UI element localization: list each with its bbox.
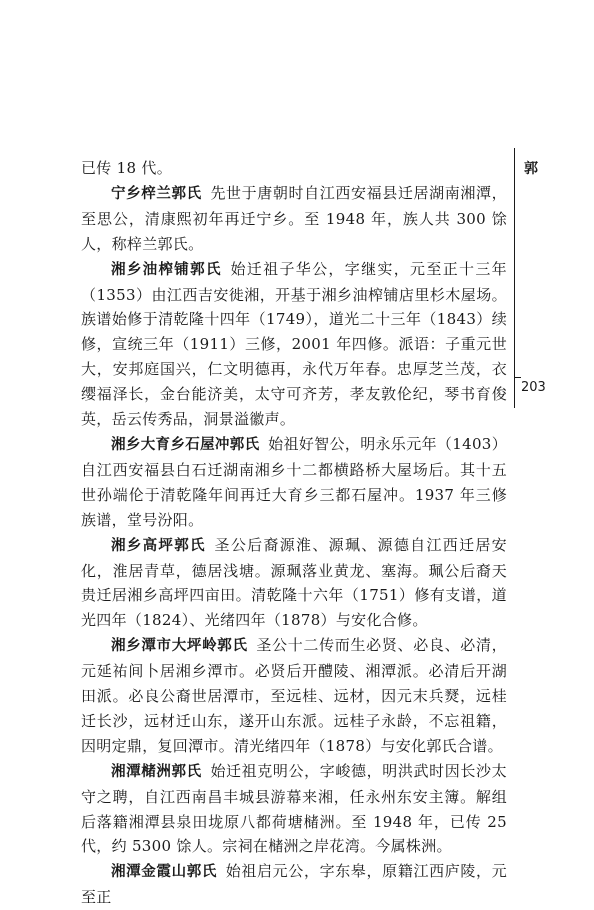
paragraph-3-heading: 湘乡大育乡石屋冲郭氏 bbox=[111, 436, 260, 453]
paragraph-7 bbox=[81, 859, 507, 910]
paragraph-1-heading: 宁乡梓兰郭氏 bbox=[111, 185, 202, 202]
paragraph-7-body: 始祖启元公，字东皋，原籍江西庐陵，元至正 bbox=[81, 862, 507, 907]
paragraph-0 bbox=[81, 156, 507, 181]
paragraph-5-heading: 湘乡潭市大坪岭郭氏 bbox=[111, 638, 248, 655]
paragraph-6 bbox=[81, 759, 507, 860]
margin-rule bbox=[514, 148, 515, 408]
paragraph-0-body: 已传 18 代。 bbox=[81, 159, 173, 177]
paragraph-1 bbox=[81, 181, 507, 257]
paragraph-2 bbox=[81, 257, 507, 432]
page-number: 203 bbox=[521, 380, 546, 395]
paragraph-5-body: 圣公十二传而生必贤、必良、必清，元延祐间卜居湘乡潭市。必贤后开醴陵、湘潭派。必清后开湖田派。必良公裔世居潭市，至远桂、远材，因元末兵燹，远桂迁长沙，远材迁山东，遂开山东派。远桂子永龄，不忘祖籍，因明定鼎，复回潭市。清光绪四年（1878）与安化郭氏合谱。 bbox=[81, 636, 507, 755]
paragraph-4-heading: 湘乡高坪郭氏 bbox=[111, 537, 206, 554]
paragraph-2-body: 始迁祖子华公，字继实，元至正十三年（1353）由江西吉安徙湘，开基于湘乡油榨铺店里杉木屋场。族谱始修于清乾隆十四年（1749），道光二十三年（1843）续修，宣统三年（1911）三修，2001 年四修。派语：子重元世大，安邦庭国兴，仁文明德再，永代万年春。忠厚芝兰茂，衣缨福泽长，金台能济美，太守可齐芳，孝友敦伦纪，琴书育俊英，岳云传秀品，洞景溢徽声。 bbox=[81, 259, 507, 429]
paragraph-2-heading: 湘乡油榨铺郭氏 bbox=[111, 261, 222, 278]
paragraph-7-heading: 湘潭金霞山郭氏 bbox=[111, 864, 218, 881]
paragraph-3 bbox=[81, 432, 507, 533]
paragraph-4 bbox=[81, 533, 507, 634]
paragraph-6-body: 始迁祖克明公，字峻德，明洪武时因长沙太守之聘，自江西南昌丰城县游幕来湘，任永州东安主簿。解组后落籍湘潭县泉田垅原八都荷塘槠洲。至 1948 年，已传 25 代，约 5300 馀人。宗祠在槠洲之岸花湾。今属株洲。 bbox=[81, 761, 507, 856]
paragraph-6-heading: 湘潭槠洲郭氏 bbox=[111, 763, 202, 780]
page-number-tick bbox=[514, 377, 521, 378]
paragraph-4-body: 圣公后裔源淮、源珮、源德自江西迁居安化，淮居青草，德居浅塘。源珮落业黄龙、塞海。珮公后裔天贵迁居湘乡高坪四亩田。清乾隆十六年（1751）修有支谱，道光四年（1824）、光绪四年（1878）与安化合修。 bbox=[81, 535, 507, 630]
main-text bbox=[81, 156, 507, 910]
paragraph-1-body: 先世于唐朝时自江西安福县迁居湖南湘潭，至思公，清康熙初年再迁宁乡。至 1948 年，族人共 300 馀人，称梓兰郭氏。 bbox=[81, 183, 507, 253]
paragraph-5 bbox=[81, 633, 507, 759]
section-tab-character: 郭 bbox=[524, 161, 538, 177]
paragraph-3-body: 始祖好智公，明永乐元年（1403）自江西安福县白石迁湖南湘乡十二都横路桥大屋场后。其十五世孙端伦于清乾隆年间再迁大育乡三都石屋冲。1937 年三修族谱，堂号汾阳。 bbox=[81, 434, 507, 529]
